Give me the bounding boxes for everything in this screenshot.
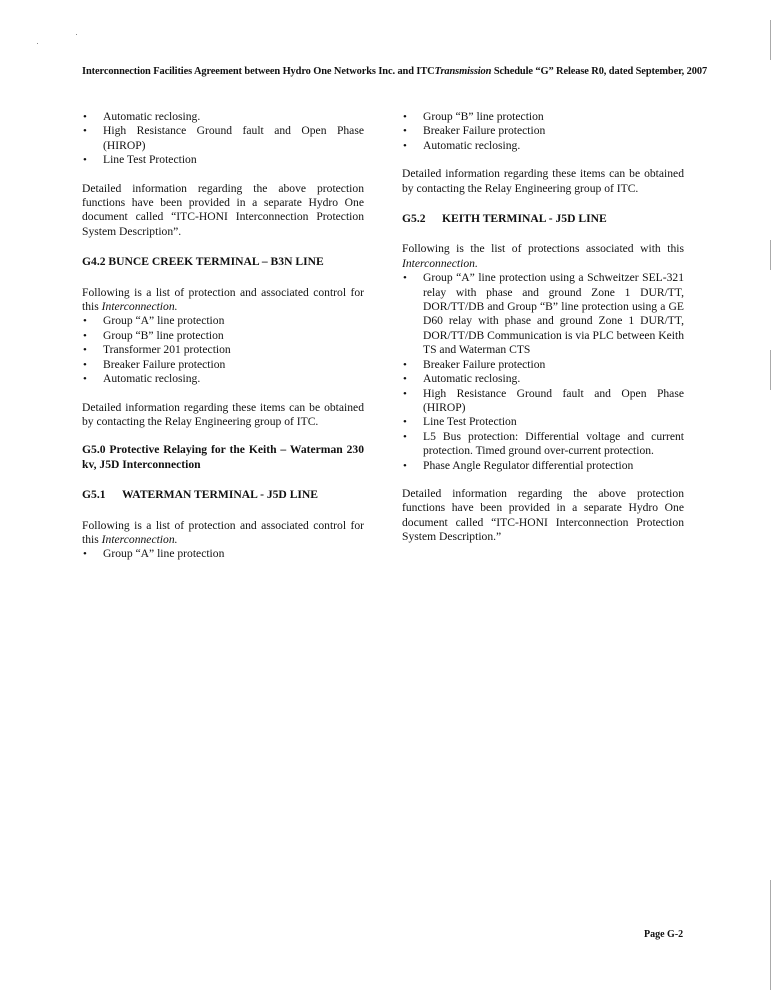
paragraph: Following is a list of protection and associated control for this Interconnection. [82,285,364,314]
list-item: • Group “A” line protection [82,547,364,561]
section-heading-g51 [82,488,364,502]
list-item: • Group “A” line protection [82,314,364,328]
section-number: G5.2 [402,212,426,226]
bullet-list-g52 [402,271,684,473]
list-item: • Group “B” line protection [402,110,684,124]
list-item: • Transformer 201 protection [82,343,364,357]
bullet-list-g42 [82,314,364,386]
paragraph: Following is a list of protection and associated control for this Interconnection. [82,518,364,546]
list-item: • Line Test Protection [402,415,684,429]
list-item: • Automatic reclosing. [82,110,364,124]
bullet-list-top-left [82,110,364,168]
scan-edge-mark [770,20,771,60]
list-item: • Automatic reclosing. [82,372,364,386]
section-number: G5.1 [82,488,106,502]
list-item: • Automatic reclosing. [402,372,684,386]
list-item: • L5 Bus protection: Differential voltage and current protection. Timed ground over-current protection. [402,430,684,459]
header-text: Interconnection Facilities Agreement between Hydro One Networks Inc. and ITCTransmission Schedule “G” Release R0, dated September, 2007 [82,66,708,77]
right-column [402,110,684,545]
bullet-list-top-right [402,110,684,153]
paragraph: Detailed information regarding these items can be obtained by contacting the Relay Engineering group of ITC. [402,167,684,195]
section-heading-g42: G4.2 BUNCE CREEK TERMINAL – B3N LINE [82,255,324,269]
paragraph: Detailed information regarding these items can be obtained by contacting the Relay Engineering group of ITC. [82,400,364,428]
bullet-list-g51 [82,547,364,561]
scan-speck [37,43,38,44]
list-item: • Automatic reclosing. [402,139,684,153]
page-header [82,66,722,77]
page-number: Page G-2 [644,929,684,940]
list-item: • Group “B” line protection [82,329,364,343]
list-item: • Group “A” line protection using a Schweitzer SEL-321 relay with phase and ground Zone 1 DUR/TT, DOR/TT/DB and Group “B” line protection using a GE D60 relay with phase and ground Zone 1 DUR/TT, DOR/TT/DB Communication is via PLC between Keith TS and Waterman CTS [402,271,684,357]
list-item: • Breaker Failure protection [402,124,684,138]
scan-edge-mark [770,240,771,270]
section-heading-g50: G5.0 Protective Relaying for the Keith – Waterman 230 kv, J5D Interconnection [82,443,364,471]
paragraph: Detailed information regarding the above protection functions have been provided in a separate Hydro One document called “ITC-HONI Interconnection Protection System Description”. [82,181,364,238]
list-item: • Line Test Protection [82,153,364,167]
list-item: • High Resistance Ground fault and Open Phase (HIROP) [402,387,684,416]
list-item: • Phase Angle Regulator differential protection [402,459,684,473]
left-column [82,110,364,562]
list-item: • Breaker Failure protection [82,358,364,372]
section-heading-g52 [402,212,684,226]
list-item: • High Resistance Ground fault and Open Phase (HIROP) [82,124,364,153]
scan-edge-mark [770,350,771,390]
paragraph: Following is the list of protections associated with this Interconnection. [402,242,684,270]
scan-edge-mark [770,880,771,990]
paragraph: Detailed information regarding the above protection functions have been provided in a separate Hydro One document called “ITC-HONI Interconnection Protection System Description.” [402,486,684,544]
scan-speck [76,34,77,35]
section-title: KEITH TERMINAL - J5D LINE [442,212,607,226]
list-item: • Breaker Failure protection [402,358,684,372]
section-title: WATERMAN TERMINAL - J5D LINE [122,488,319,502]
